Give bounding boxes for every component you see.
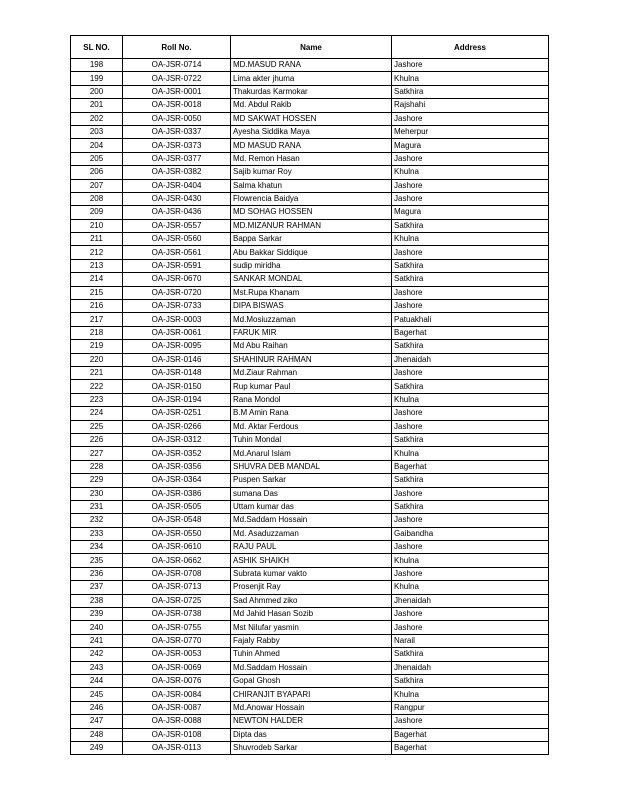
table-row: [71, 313, 549, 326]
cell-roll-no: OA-JSR-0001: [123, 85, 231, 98]
cell-roll-no: OA-JSR-0557: [123, 219, 231, 232]
cell-sl-no: 241: [71, 634, 123, 647]
cell-name: MD.MASUD RANA: [231, 59, 392, 72]
cell-sl-no: 200: [71, 85, 123, 98]
cell-sl-no: 242: [71, 648, 123, 661]
cell-roll-no: OA-JSR-0738: [123, 608, 231, 621]
cell-sl-no: 198: [71, 59, 123, 72]
cell-address: Jashore: [392, 514, 549, 527]
cell-roll-no: OA-JSR-0610: [123, 541, 231, 554]
cell-sl-no: 212: [71, 246, 123, 259]
table-row: [71, 701, 549, 714]
cell-roll-no: OA-JSR-0146: [123, 353, 231, 366]
cell-address: Meherpur: [392, 125, 549, 138]
table-row: [71, 273, 549, 286]
table-row: [71, 219, 549, 232]
table-row: [71, 608, 549, 621]
cell-sl-no: 246: [71, 701, 123, 714]
cell-name: Mst.Rupa Khanam: [231, 286, 392, 299]
table-row: [71, 179, 549, 192]
cell-sl-no: 221: [71, 366, 123, 379]
cell-sl-no: 235: [71, 554, 123, 567]
table-row: [71, 59, 549, 72]
cell-roll-no: OA-JSR-0095: [123, 340, 231, 353]
cell-address: Khulna: [392, 554, 549, 567]
cell-sl-no: 223: [71, 393, 123, 406]
cell-sl-no: 238: [71, 594, 123, 607]
cell-roll-no: OA-JSR-0713: [123, 581, 231, 594]
cell-name: Ayesha Siddika Maya: [231, 125, 392, 138]
cell-address: Jashore: [392, 179, 549, 192]
cell-roll-no: OA-JSR-0337: [123, 125, 231, 138]
cell-name: Md. Abdul Rakib: [231, 99, 392, 112]
cell-name: Md.Saddam Hossain: [231, 514, 392, 527]
table-row: [71, 648, 549, 661]
cell-sl-no: 228: [71, 460, 123, 473]
cell-roll-no: OA-JSR-0430: [123, 192, 231, 205]
cell-name: Uttam kumar das: [231, 500, 392, 513]
cell-roll-no: OA-JSR-0720: [123, 286, 231, 299]
cell-sl-no: 230: [71, 487, 123, 500]
cell-sl-no: 208: [71, 192, 123, 205]
cell-sl-no: 204: [71, 139, 123, 152]
header-address: Address: [392, 36, 549, 59]
cell-address: Khulna: [392, 393, 549, 406]
cell-name: RAJU PAUL: [231, 541, 392, 554]
cell-name: Flowrencia Baidya: [231, 192, 392, 205]
cell-address: Bagerhat: [392, 326, 549, 339]
cell-address: Jashore: [392, 420, 549, 433]
cell-address: Patuakhali: [392, 313, 549, 326]
cell-roll-no: OA-JSR-0150: [123, 380, 231, 393]
table-row: [71, 380, 549, 393]
cell-roll-no: OA-JSR-0550: [123, 527, 231, 540]
cell-roll-no: OA-JSR-0733: [123, 300, 231, 313]
cell-name: CHIRANJIT BYAPARI: [231, 688, 392, 701]
cell-sl-no: 216: [71, 300, 123, 313]
cell-roll-no: OA-JSR-0050: [123, 112, 231, 125]
cell-roll-no: OA-JSR-0076: [123, 674, 231, 687]
cell-name: Rana Mondol: [231, 393, 392, 406]
cell-name: Puspen Sarkar: [231, 474, 392, 487]
table-row: [71, 407, 549, 420]
cell-address: Bagerhat: [392, 728, 549, 741]
table-row: [71, 233, 549, 246]
table-row: [71, 554, 549, 567]
cell-roll-no: OA-JSR-0352: [123, 447, 231, 460]
cell-roll-no: OA-JSR-0266: [123, 420, 231, 433]
cell-name: FARUK MIR: [231, 326, 392, 339]
cell-sl-no: 207: [71, 179, 123, 192]
cell-roll-no: OA-JSR-0148: [123, 366, 231, 379]
cell-name: Md.Mosiuzzaman: [231, 313, 392, 326]
cell-name: Abu Bakkar Siddique: [231, 246, 392, 259]
cell-address: Gaibandha: [392, 527, 549, 540]
cell-name: Rup kumar Paul: [231, 380, 392, 393]
cell-roll-no: OA-JSR-0722: [123, 72, 231, 85]
cell-sl-no: 203: [71, 125, 123, 138]
cell-sl-no: 215: [71, 286, 123, 299]
cell-roll-no: OA-JSR-0108: [123, 728, 231, 741]
cell-roll-no: OA-JSR-0714: [123, 59, 231, 72]
cell-address: Khulna: [392, 688, 549, 701]
cell-sl-no: 213: [71, 259, 123, 272]
cell-roll-no: OA-JSR-0386: [123, 487, 231, 500]
cell-roll-no: OA-JSR-0018: [123, 99, 231, 112]
header-sl-no: SL NO.: [71, 36, 123, 59]
cell-sl-no: 209: [71, 206, 123, 219]
cell-address: Jhenaidah: [392, 353, 549, 366]
table-header: [71, 36, 549, 59]
cell-address: Jashore: [392, 286, 549, 299]
cell-sl-no: 210: [71, 219, 123, 232]
table-row: [71, 125, 549, 138]
table-row: [71, 500, 549, 513]
table-row: [71, 340, 549, 353]
table-row: [71, 741, 549, 754]
cell-name: Md. Aktar Ferdous: [231, 420, 392, 433]
cell-address: Khulna: [392, 233, 549, 246]
cell-roll-no: OA-JSR-0053: [123, 648, 231, 661]
cell-address: Satkhira: [392, 474, 549, 487]
cell-roll-no: OA-JSR-0548: [123, 514, 231, 527]
cell-address: Jashore: [392, 407, 549, 420]
cell-roll-no: OA-JSR-0356: [123, 460, 231, 473]
cell-sl-no: 233: [71, 527, 123, 540]
cell-roll-no: OA-JSR-0113: [123, 741, 231, 754]
cell-address: Jashore: [392, 567, 549, 580]
cell-name: Md. Remon Hasan: [231, 152, 392, 165]
cell-roll-no: OA-JSR-0061: [123, 326, 231, 339]
cell-roll-no: OA-JSR-0364: [123, 474, 231, 487]
table-body: [71, 59, 549, 755]
cell-sl-no: 240: [71, 621, 123, 634]
cell-name: Md.Anowar Hossain: [231, 701, 392, 714]
cell-roll-no: OA-JSR-0662: [123, 554, 231, 567]
cell-name: B.M Amin Rana: [231, 407, 392, 420]
table-row: [71, 300, 549, 313]
cell-name: MD MASUD RANA: [231, 139, 392, 152]
table-row: [71, 393, 549, 406]
cell-roll-no: OA-JSR-0708: [123, 567, 231, 580]
table-row: [71, 621, 549, 634]
cell-address: Jhenaidah: [392, 594, 549, 607]
cell-name: Md.Saddam Hossain: [231, 661, 392, 674]
header-name: Name: [231, 36, 392, 59]
cell-sl-no: 220: [71, 353, 123, 366]
cell-address: Satkhira: [392, 380, 549, 393]
cell-name: MD SAKWAT HOSSEN: [231, 112, 392, 125]
cell-sl-no: 218: [71, 326, 123, 339]
cell-name: Sad Ahmmed ziko: [231, 594, 392, 607]
cell-name: Gopal Ghosh: [231, 674, 392, 687]
cell-name: Md Abu Raihan: [231, 340, 392, 353]
cell-name: Tuhin Mondal: [231, 433, 392, 446]
table-row: [71, 72, 549, 85]
cell-name: Md Jahid Hasan Sozib: [231, 608, 392, 621]
table-row: [71, 634, 549, 647]
cell-address: Satkhira: [392, 219, 549, 232]
table-row: [71, 514, 549, 527]
cell-address: Satkhira: [392, 500, 549, 513]
cell-address: Bagerhat: [392, 741, 549, 754]
table-row: [71, 728, 549, 741]
table-row: [71, 460, 549, 473]
table-row: [71, 674, 549, 687]
cell-sl-no: 211: [71, 233, 123, 246]
document-page: [70, 35, 548, 755]
cell-sl-no: 234: [71, 541, 123, 554]
cell-roll-no: OA-JSR-0770: [123, 634, 231, 647]
cell-sl-no: 217: [71, 313, 123, 326]
cell-sl-no: 206: [71, 166, 123, 179]
header-roll-no: Roll No.: [123, 36, 231, 59]
cell-sl-no: 247: [71, 715, 123, 728]
cell-name: MD.MIZANUR RAHMAN: [231, 219, 392, 232]
table-row: [71, 353, 549, 366]
table-row: [71, 474, 549, 487]
cell-roll-no: OA-JSR-0505: [123, 500, 231, 513]
cell-address: Narail: [392, 634, 549, 647]
cell-name: Md. Asaduzzaman: [231, 527, 392, 540]
cell-address: Khulna: [392, 166, 549, 179]
table-row: [71, 567, 549, 580]
cell-sl-no: 214: [71, 273, 123, 286]
candidate-table: [70, 35, 549, 755]
cell-sl-no: 231: [71, 500, 123, 513]
cell-roll-no: OA-JSR-0312: [123, 433, 231, 446]
cell-name: sudip miridha: [231, 259, 392, 272]
cell-address: Rajshahi: [392, 99, 549, 112]
cell-roll-no: OA-JSR-0560: [123, 233, 231, 246]
cell-address: Khulna: [392, 447, 549, 460]
table-row: [71, 541, 549, 554]
table-row: [71, 715, 549, 728]
table-row: [71, 192, 549, 205]
table-row: [71, 139, 549, 152]
cell-address: Satkhira: [392, 433, 549, 446]
table-row: [71, 581, 549, 594]
cell-roll-no: OA-JSR-0251: [123, 407, 231, 420]
cell-sl-no: 202: [71, 112, 123, 125]
cell-name: Fajaly Rabby: [231, 634, 392, 647]
cell-name: Md.Ziaur Rahman: [231, 366, 392, 379]
cell-roll-no: OA-JSR-0382: [123, 166, 231, 179]
cell-roll-no: OA-JSR-0088: [123, 715, 231, 728]
cell-roll-no: OA-JSR-0194: [123, 393, 231, 406]
table-row: [71, 661, 549, 674]
cell-name: DIPA BISWAS: [231, 300, 392, 313]
table-row: [71, 85, 549, 98]
table-row: [71, 166, 549, 179]
table-row: [71, 366, 549, 379]
cell-roll-no: OA-JSR-0670: [123, 273, 231, 286]
table-row: [71, 326, 549, 339]
cell-address: Satkhira: [392, 340, 549, 353]
header-row: [71, 36, 549, 59]
cell-roll-no: OA-JSR-0069: [123, 661, 231, 674]
cell-roll-no: OA-JSR-0725: [123, 594, 231, 607]
cell-address: Jashore: [392, 541, 549, 554]
cell-address: Jashore: [392, 608, 549, 621]
cell-address: Satkhira: [392, 85, 549, 98]
cell-roll-no: OA-JSR-0087: [123, 701, 231, 714]
cell-sl-no: 205: [71, 152, 123, 165]
table-row: [71, 112, 549, 125]
cell-name: Prosenjit Ray: [231, 581, 392, 594]
cell-address: Jashore: [392, 300, 549, 313]
cell-sl-no: 222: [71, 380, 123, 393]
table-row: [71, 259, 549, 272]
cell-sl-no: 224: [71, 407, 123, 420]
table-row: [71, 246, 549, 259]
cell-address: Satkhira: [392, 273, 549, 286]
table-row: [71, 447, 549, 460]
cell-address: Magura: [392, 206, 549, 219]
cell-address: Jashore: [392, 487, 549, 500]
cell-sl-no: 199: [71, 72, 123, 85]
table-row: [71, 433, 549, 446]
cell-address: Bagerhat: [392, 460, 549, 473]
table-row: [71, 420, 549, 433]
table-row: [71, 487, 549, 500]
cell-roll-no: OA-JSR-0003: [123, 313, 231, 326]
cell-name: Thakurdas Karmokar: [231, 85, 392, 98]
cell-name: Subrata kumar vakto: [231, 567, 392, 580]
cell-address: Jashore: [392, 59, 549, 72]
cell-address: Magura: [392, 139, 549, 152]
cell-address: Satkhira: [392, 674, 549, 687]
cell-name: Md.Anarul Islam: [231, 447, 392, 460]
cell-name: NEWTON HALDER: [231, 715, 392, 728]
table-row: [71, 594, 549, 607]
cell-address: Jashore: [392, 152, 549, 165]
cell-address: Satkhira: [392, 259, 549, 272]
cell-name: Bappa Sarkar: [231, 233, 392, 246]
cell-sl-no: 201: [71, 99, 123, 112]
cell-roll-no: OA-JSR-0755: [123, 621, 231, 634]
cell-roll-no: OA-JSR-0373: [123, 139, 231, 152]
cell-address: Jhenaidah: [392, 661, 549, 674]
cell-roll-no: OA-JSR-0561: [123, 246, 231, 259]
cell-address: Satkhira: [392, 648, 549, 661]
cell-address: Rangpur: [392, 701, 549, 714]
cell-name: sumana Das: [231, 487, 392, 500]
table-row: [71, 688, 549, 701]
cell-address: Khulna: [392, 72, 549, 85]
cell-sl-no: 229: [71, 474, 123, 487]
table-row: [71, 286, 549, 299]
cell-name: Sajib kumar Roy: [231, 166, 392, 179]
table-row: [71, 152, 549, 165]
cell-roll-no: OA-JSR-0377: [123, 152, 231, 165]
cell-address: Jashore: [392, 715, 549, 728]
cell-name: Dipta das: [231, 728, 392, 741]
cell-address: Jashore: [392, 621, 549, 634]
cell-address: Jashore: [392, 366, 549, 379]
cell-sl-no: 244: [71, 674, 123, 687]
cell-roll-no: OA-JSR-0084: [123, 688, 231, 701]
cell-name: SHUVRA DEB MANDAL: [231, 460, 392, 473]
cell-name: Lima akter jhuma: [231, 72, 392, 85]
cell-address: Jashore: [392, 192, 549, 205]
cell-sl-no: 236: [71, 567, 123, 580]
cell-address: Jashore: [392, 112, 549, 125]
cell-sl-no: 237: [71, 581, 123, 594]
cell-name: Shuvrodeb Sarkar: [231, 741, 392, 754]
cell-name: SHAHINUR RAHMAN: [231, 353, 392, 366]
cell-name: Tuhin Ahmed: [231, 648, 392, 661]
cell-name: Salma khatun: [231, 179, 392, 192]
cell-sl-no: 248: [71, 728, 123, 741]
cell-name: ASHIK SHAIKH: [231, 554, 392, 567]
cell-sl-no: 245: [71, 688, 123, 701]
cell-sl-no: 227: [71, 447, 123, 460]
cell-name: MD SOHAG HOSSEN: [231, 206, 392, 219]
cell-name: SANKAR MONDAL: [231, 273, 392, 286]
cell-sl-no: 249: [71, 741, 123, 754]
cell-roll-no: OA-JSR-0436: [123, 206, 231, 219]
cell-sl-no: 239: [71, 608, 123, 621]
cell-sl-no: 243: [71, 661, 123, 674]
cell-sl-no: 226: [71, 433, 123, 446]
cell-roll-no: OA-JSR-0591: [123, 259, 231, 272]
table-row: [71, 527, 549, 540]
cell-roll-no: OA-JSR-0404: [123, 179, 231, 192]
cell-sl-no: 232: [71, 514, 123, 527]
cell-sl-no: 219: [71, 340, 123, 353]
cell-address: Khulna: [392, 581, 549, 594]
table-row: [71, 99, 549, 112]
cell-address: Jashore: [392, 246, 549, 259]
cell-name: Mst Nilufar yasmin: [231, 621, 392, 634]
cell-sl-no: 225: [71, 420, 123, 433]
table-row: [71, 206, 549, 219]
